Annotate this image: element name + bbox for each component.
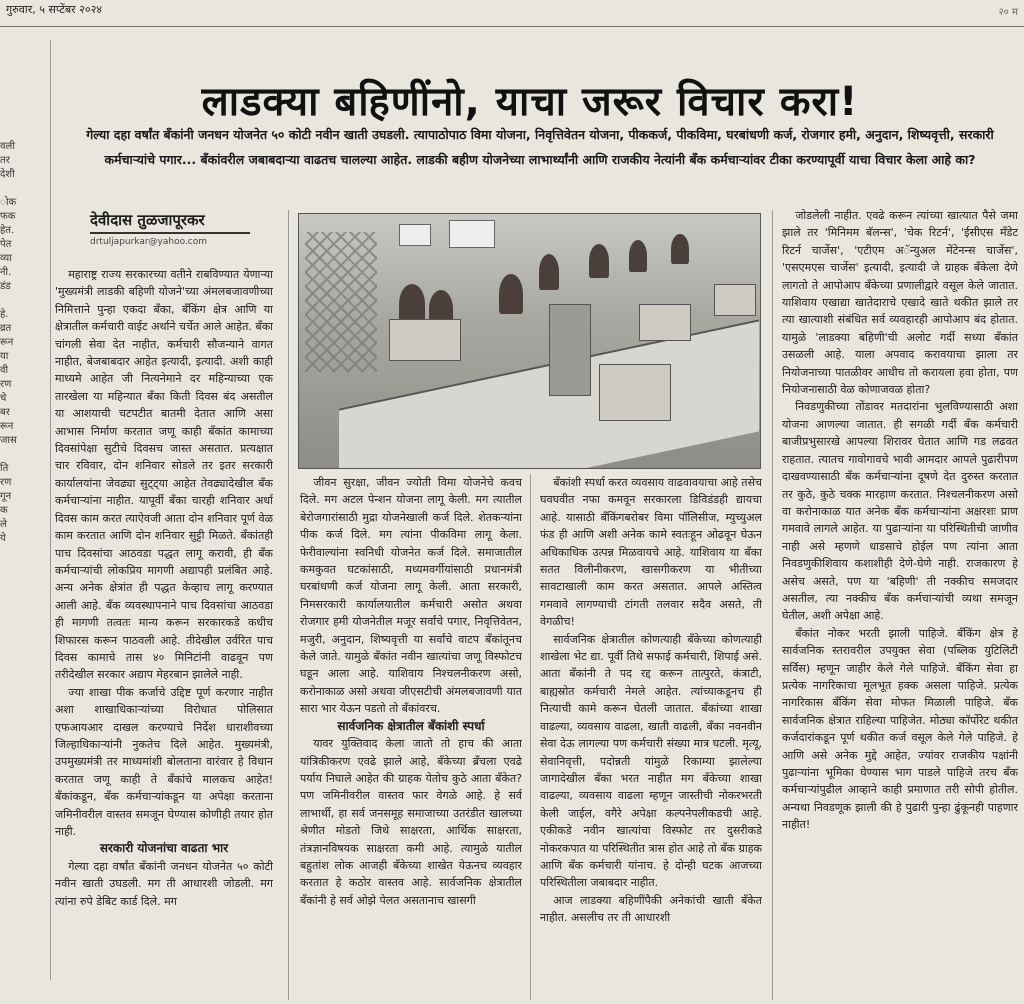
customer-figure bbox=[539, 254, 559, 290]
column-1 bbox=[55, 266, 273, 1002]
bank-branch-photo bbox=[298, 213, 761, 469]
edge-fragment: ति bbox=[0, 463, 9, 474]
column-3 bbox=[540, 474, 762, 1002]
edge-fragment: वली bbox=[0, 141, 15, 152]
teller-monitor bbox=[389, 319, 461, 361]
customer-figure bbox=[629, 240, 647, 272]
edge-fragment: रण bbox=[0, 379, 12, 390]
edge-fragment: बर bbox=[0, 407, 10, 418]
subheading: सार्वजनिक क्षेत्रातील बँकांशी स्पर्धा bbox=[337, 718, 485, 733]
paragraph: यावर युक्तिवाद केला जातो तो हाच की आता यांत्रिकीकरण एवढे झाले आहे, बँकेच्या ब्रँचला एवढे पर्याय निघाले आहेत की ग्राहक येतोच कुठे आता बँकेत? पण जमिनीवरील वास्तव फार वेगळे आहे. हे सर्व लाभार्थी, हा सर्व जनसमूह समाजाच्या उतरंडीत खालच्या श्रेणीत मोडतो जिथे साक्षरता, आर्थिक साक्षरता, तंत्रज्ञानविषयक साक्षरता कमी आहे. त्यामुळे यातील बहुतांश लोक आजही बँकेच्या शाखेत येऊनच व्यवहार करतात हे कठोर वास्तव आहे. सार्वजनिक क्षेत्रातील बँकांनी हे सर्व ओझे पेलत असतानाच खासगी bbox=[300, 737, 522, 907]
paragraph: जीवन सुरक्षा, जीवन ज्योती विमा योजनेचे कवच दिले. मग अटल पेन्शन योजना लागू केली. मग त्यातील बेरोजगारांसाठी मुद्रा योजनेखाली कर्ज दिले. शेतकऱ्यांना पीक कर्ज दिले. मग त्यांना पीकविमा लागू केला. फेरीवाल्यांना स्वनिधी योजनेत कर्ज दिले. समाजातील कमकुवत घटकांसाठी, मध्यमवर्गीयांसाठी प्रधानमंत्री घरबांधणी कर्ज योजना लागू केली. आता सरकारी, निमसरकारी कार्यालयातील कर्मचारी असोत अथवा रोजगार हमी योजनेतील मजूर सर्वांचे पगार, निवृत्तिवेतन, मजुरी, अनुदान, शिष्यवृत्ती या सर्वांचे वाटप बँकांतूनच केले जाते. यामुळे बँकांत नवीन खात्यांचा जणू विस्फोटच घडून आला आहे. याशिवाय निश्चलनीकरण असो, करोनाकाळ असो अथवा जीएसटीची अंमलबजावणी यात सारा भार येऊन पडतो तो बँकांवरच. bbox=[300, 476, 522, 716]
edge-fragment: डंड bbox=[0, 281, 11, 292]
edge-fragment bbox=[0, 448, 48, 462]
customer-figure bbox=[671, 234, 689, 264]
paragraph: महाराष्ट्र राज्य सरकारच्या वतीने राबविण्यात येणाऱ्या 'मुख्यमंत्री लाडकी बहिणी योजने'च्या अंमलबजावणीच्या निमित्ताने पुन्हा एकदा बँका, बँकिंग क्षेत्र आणि या क्षेत्रातील कर्मचारी वाईट अर्थाने चर्चेत आले आहेत. बँका चांगली सेवा देत नाहीत, कर्मचारी सौजन्याने वागत नाहीत, बेजबाबदार आहेत इत्यादी, इत्यादी. अशी काही माध्यमे आहेत जी नित्यनेमाने दर महिन्याच्या एक तारखेला या महिन्यात बँका किती दिवस बंद असतील या आशयाची चटपटीत बातमी देतात आणि असा आभास निर्माण करतात जणू काही बँकांत कामाच्या दिवसांपेक्षा सुटीचे दिवसच जास्त असतात. प्रत्यक्षात चार रविवार, दोन शनिवार सोडले तर इतर सरकारी कार्यालयांना जेवढ्या सुट्ट्या आहेत तेवढ्यादेखील बँक कर्मचाऱ्यांना नाहीत. यापूर्वी बँका चारही शनिवार अर्धा दिवस काम करत त्याऐवजी आता दोन शनिवार पूर्ण वेळ काम करतात आणि दोन शनिवार सुट्टी मिळते. बँकांतही पाच दिवसांचा आठवडा पद्धत लागू करावी, ही बँक कर्मचाऱ्यांची लोकप्रिय मागणी अद्यापही प्रलंबित आहे. अन्य अनेक क्षेत्रांत ही पद्धत केव्हाच लागू करण्यात आली आहे. बँक व्यवस्थापनाने पाच दिवसांचा आठवडा ही मागणी तत्वतः मान्य करून सरकारकडे कधीच शिफारस करून पाठवली आहे. तीदेखील उर्वरित पाच दिवस कामाचे तास ४० मिनिटांनी वाढवून पण तरीदेखील सरकार अद्याप मेहरबान झालेले नाही. bbox=[55, 268, 273, 682]
adjacent-column-fragments bbox=[0, 140, 48, 580]
headline: लाडक्या बहिणींनो, याचा जरूर विचार करा! bbox=[201, 79, 859, 125]
paragraph: सार्वजनिक क्षेत्रातील कोणत्याही बँकेच्या कोणत्याही शाखेला भेट द्या. पूर्वी तिथे सफाई कर्मचारी, शिपाई असे. आता बँकांनी ते पद रद्द करून तात्पुरते, कंत्राटी, बाह्यस्रोत कर्मचारी नेमले आहेत. त्यांच्याकडूनच ही नित्याची कामे करून घेतली जातात. बँकांच्या शाखा वाढल्या, व्यवसाय वाढला, खाती वाढली, बँका नवनवीन सेवा देऊ लागल्या पण कर्मचारी संख्या मात्र घटली. मृत्यू, सेवानिवृत्ती, पदोन्नती यांमुळे रिकाम्या झालेल्या जागादेखील बँका भरत नाहीत मग बँकेच्या शाखा वाढल्या, व्यवसाय वाढला म्हणून जास्तीची नोकरभरती केली जाईल, वगैरे अपेक्षा कल्पनेपलीकडची आहे. एकीकडे नवीन खात्यांचा विस्फोट तर दुसरीकडे नोकरकपात या परिस्थितीत त्रास होत आहे तो बँक ग्राहक आणि बँक कर्मचारी यांनाच. हे दोन्ही घटक आजच्या परिस्थितीला जबाबदार नाहीत. bbox=[540, 632, 762, 890]
edge-fragment: गून bbox=[0, 491, 12, 502]
edge-fragment bbox=[0, 294, 48, 308]
wall-notice bbox=[399, 224, 431, 246]
window-grill bbox=[305, 232, 377, 372]
paragraph: निवडणुकीच्या तोंडावर मतदारांना भुलविण्यासाठी अशा योजना आणल्या जातात. ही सगळी गर्दी बँक कर्मचारी बाजीप्रभुसारखे आपल्या शिरावर घेतात आणि गड लढवत राहतात. त्यातच गावोगावचे भावी आमदार आपले पुढारीपण दाखवण्यासाठी बँक कर्मचाऱ्यांना दूषणे देत दुरुस्त करतात तर कुठे, कुठे चक्क मारहाण करतात. निश्चलनीकरण असो वा करोनाकाळ यात अनेक बँक कर्मचाऱ्यांना अक्षरशः प्राण गमवावे लागले आहेत. या पुढाऱ्यांना या परिस्थितीची जाणीव नाही असे म्हणणे धाडसाचे होईल पण त्यांना आता निवडणुकीशिवाय कशाशीही देणे-घेणे नाही. राजकारण हे असेच असते, पण या 'बहिणी' ती नक्कीच समजदार असतील, त्या नक्कीच बँक कर्मचाऱ्यांची व्यथा समजून घेतील, अशी अपेक्षा आहे. bbox=[782, 400, 1018, 623]
edge-fragment: फक bbox=[0, 211, 16, 222]
divider-pillar bbox=[549, 304, 591, 396]
edge-fragment: ोक bbox=[0, 197, 17, 208]
page-corner-text: २० म bbox=[998, 7, 1018, 18]
top-rule bbox=[0, 26, 1024, 27]
column-4 bbox=[782, 207, 1018, 1002]
teller-monitor bbox=[599, 364, 671, 421]
edge-fragment: देशी bbox=[0, 169, 15, 180]
edge-fragment: नी. bbox=[0, 267, 12, 278]
edge-fragment bbox=[0, 546, 48, 560]
teller-monitor bbox=[714, 284, 756, 316]
column-divider bbox=[772, 210, 773, 1000]
edge-fragment: तर bbox=[0, 155, 10, 166]
paragraph: जोडलेली नाहीत. एवढे करून त्यांच्या खात्यात पैसे जमा झाले तर 'मिनिमम बॅलन्स', 'चेक रिटर्न', 'ईसीएस मँडेट रिटर्न चार्जेस', 'एटीएम अॅन्युअल मेंटेनन्स चार्जेस', 'एसएमएस चार्जेस' इत्यादी, इत्यादी जे ग्राहक बँकेला देणे लागतो ते आपोआप बँकेच्या प्रणालीद्वारे वसूल केले जातात. याशिवाय एखाद्या खातेदाराचे एखादे खाते थकीत झाले तर त्या खात्याशी संबंधित सर्व व्यवहारही आपोआप बंद होतात. यामुळे 'लाडक्या बहिणी'ची अलोट गर्दी सध्या बँकांत उसळली आहे. याला अपवाद करावयाचा झाला तर नियोजनाच्या पातळीवर आधीच तो करायला हवा होता, पण नियोजनासाठी वेळ कोणाजवळ होता? bbox=[782, 209, 1018, 397]
paragraph: बँकांत नोकर भरती झाली पाहिजे. बँकिंग क्षेत्र हे सार्वजनिक स्तरावरील उपयुक्त सेवा (पब्लिक युटिलिटी सर्विस) म्हणून जाहीर केले गेले पाहिजे. बँकिंग सेवा हा प्रत्येक नागरिकाचा मूलभूत हक्क असला पाहिजे. प्रत्येक नागरिकास बँकिंग सेवा मोफत मिळाली पाहिजे. बँक सार्वजनिक क्षेत्रात राहिल्या पाहिजेत. मोठ्या कॉर्पोरेट थकीत कर्जदारांकडून पूर्ण थकीत कर्ज वसूल केले गेले पाहिजे. हे आणि असे अनेक मुद्दे आहेत, ज्यांवर राजकीय पक्षांनी पुढाऱ्यांना भूमिका घेण्यास भाग पाडले पाहिजे तरच बँक कर्मचाऱ्यांपुढील आव्हाने काही प्रमाणात तरी सोपी होतील. अन्यथा निवडणूक झाली की हे पुढारी पुन्हा ढुंकूनही पाहणार नाहीत! bbox=[782, 626, 1018, 832]
edge-fragment: रून bbox=[0, 421, 14, 432]
byline bbox=[90, 210, 250, 247]
left-column-divider bbox=[50, 40, 51, 980]
column-2 bbox=[300, 474, 522, 1002]
customer-figure bbox=[399, 284, 425, 324]
edge-fragment: पेत bbox=[0, 239, 12, 250]
author-email: drtuljapurkar@yahoo.com bbox=[90, 237, 208, 247]
edge-fragment: रून bbox=[0, 337, 14, 348]
paragraph: ज्या शाखा पीक कर्जाचे उद्दिष्ट पूर्ण करणार नाहीत अशा शाखाधिकाऱ्यांच्या विरोधात पोलिसात एफआयआर दाखल करण्याचे निर्देश धाराशीवच्या जिल्हाधिकाऱ्यांनी नुकतेच दिले आहेत. मुख्यमंत्री, उपमुख्यमंत्री तर माध्यमांशी बोलताना वारंवार हे विधान करतात जणू काही ते बँकांचे मालकच आहेत! बँकांकडून, बँक कर्मचाऱ्यांकडून या अपेक्षा करताना जमिनीवरील वास्तव समजून घेण्यास कोणीही तयार होत नाही. bbox=[55, 685, 273, 838]
edge-fragment: ले bbox=[0, 519, 7, 530]
edge-fragment: वी bbox=[0, 365, 9, 376]
author-name: देवीदास तुळजापूरकर bbox=[90, 210, 250, 234]
edge-fragment: व्या bbox=[0, 253, 12, 264]
customer-figure bbox=[499, 274, 523, 314]
edge-fragment bbox=[0, 182, 48, 196]
dateline: गुरुवार, ५ सप्टेंबर २०२४ bbox=[6, 3, 103, 16]
paragraph: आज लाडक्या बहिणींपैकी अनेकांची खाती बँकेत नाहीत. असलीच तर ती आधारशी bbox=[540, 893, 762, 925]
wall-notice bbox=[449, 220, 495, 248]
edge-fragment: ये bbox=[0, 533, 6, 544]
edge-fragment: या bbox=[0, 351, 9, 362]
paragraph: गेल्या दहा वर्षांत बँकांनी जनधन योजनेत ५० कोटी नवीन खाती उघडली. मग ती आधारशी जोडली. मग त्यांना रुपे डेबिट कार्ड दिले. मग bbox=[55, 859, 273, 908]
edge-fragment: चे bbox=[0, 393, 7, 404]
edge-fragment: हे. bbox=[0, 309, 9, 320]
edge-fragment: रण bbox=[0, 477, 12, 488]
column-divider bbox=[530, 474, 531, 1000]
edge-fragment: जास bbox=[0, 435, 17, 446]
edge-fragment: हेत. bbox=[0, 225, 15, 236]
teller-monitor bbox=[639, 304, 691, 341]
customer-figure bbox=[589, 244, 609, 278]
subheading: सरकारी योजनांचा वाढता भार bbox=[99, 841, 229, 856]
deck-summary: गेल्या दहा वर्षांत बँकांनी जनधन योजनेत ५० कोटी नवीन खाती उघडली. त्यापाठोपाठ विमा योजना, निवृत्तिवेतन योजना, पीककर्ज, पीकविमा, घरबांधणी कर्ज, रोजगार हमी, अनुदान, शिष्यवृत्ती, सरकारी कर्मचाऱ्यांचे पगार... बँकांवरील जबाबदाऱ्या वाढतच चालल्या आहेत. लाडकी बहीण योजनेच्या लाभार्थ्यांनी आणि राजकीय नेत्यांनी बँक कर्मचाऱ्यांवर टीका करण्यापूर्वी याचा विचार केला आहे का? bbox=[86, 127, 994, 167]
column-divider bbox=[288, 210, 289, 1000]
paragraph: बँकांशी स्पर्धा करत व्यवसाय वाढवावयाचा आहे तसेच घवघवीत नफा कमवून सरकारला डिविडंडही द्यायचा आहे. यासाठी बँकिंगबरोबर विमा पॉलिसीज, म्युच्युअल फंड ही आणि अशी अनेक कामे स्वतःहून ओढवून घेऊन अधिकाधिक उत्पन्न मिळवायचे आहे. याशिवाय या बँका सतत विलीनीकरण, खासगीकरण या भीतीच्या सावटाखाली काम करत असतात. आपले अस्तित्व गमवावे लागण्याची टांगती तलवार सदैव असते, ती वेगळीच! bbox=[540, 476, 762, 629]
edge-fragment: क bbox=[0, 505, 8, 516]
edge-fragment: व्रत bbox=[0, 323, 12, 334]
